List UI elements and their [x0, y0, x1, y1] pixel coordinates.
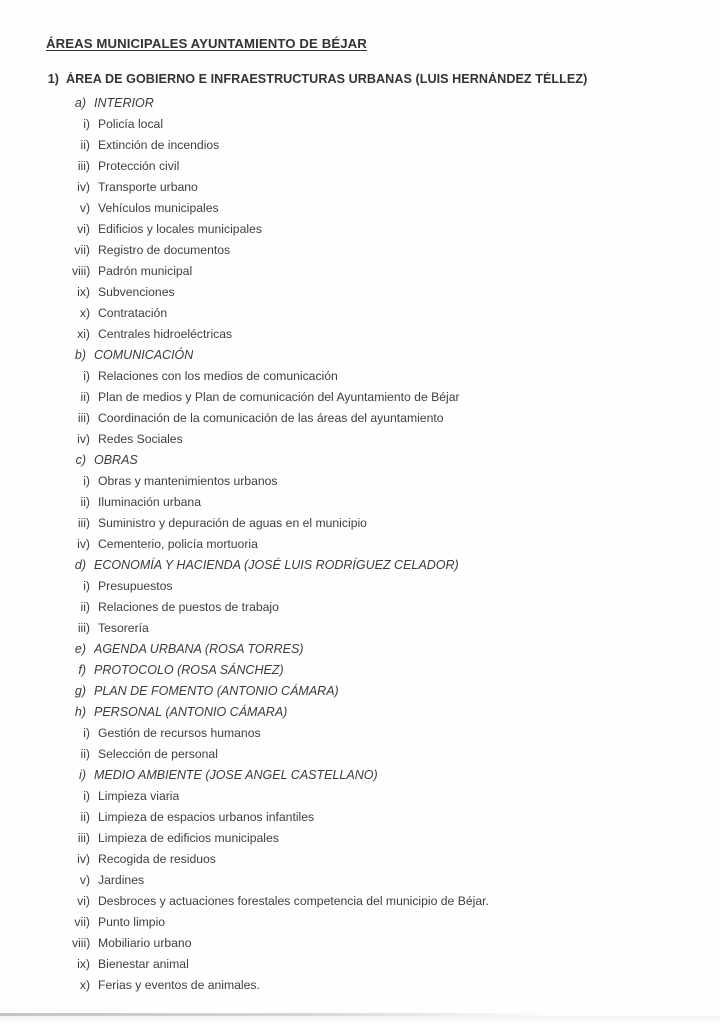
list-item-marker: xi): [77, 327, 90, 341]
list-item: [72, 954, 684, 975]
list-item-marker: iii): [77, 516, 90, 530]
list-item-marker: vii): [74, 915, 90, 929]
list-item-label: Jardines: [98, 873, 145, 887]
list-item-label: Limpieza de espacios urbanos infantiles: [98, 810, 315, 824]
subsection-label: AGENDA URBANA (ROSA TORRES): [94, 642, 304, 656]
subsection-marker: b): [74, 348, 86, 362]
list-item: [72, 513, 684, 534]
list-item-marker: iii): [77, 831, 90, 845]
subsection-label: OBRAS: [94, 453, 138, 467]
list-item: [72, 870, 684, 891]
subsection-heading: [72, 639, 684, 660]
list-item: [72, 744, 684, 765]
list-item: [72, 492, 684, 513]
list-item-marker: vi): [77, 894, 90, 908]
list-item-marker: iv): [77, 537, 90, 551]
list-item-label: Ferias y eventos de animales.: [98, 978, 260, 992]
list-item-marker: iii): [77, 621, 90, 635]
subsection-label: INTERIOR: [94, 96, 154, 110]
list-item-label: Cementerio, policía mortuoria: [98, 537, 258, 551]
list-item: [72, 534, 684, 555]
list-item-marker: ii): [80, 390, 90, 404]
list-item: [72, 282, 684, 303]
list-item-label: Transporte urbano: [98, 180, 198, 194]
list-item-label: Obras y mantenimientos urbanos: [98, 474, 278, 488]
subsection-marker: a): [74, 96, 86, 110]
list-item: [72, 387, 684, 408]
scan-edge-artifact-soft: [0, 1016, 720, 1024]
list-item: [72, 429, 684, 450]
list-item: [72, 975, 684, 996]
list-item-marker: viii): [72, 936, 91, 950]
list-item-marker: iv): [77, 432, 90, 446]
list-item-label: Iluminación urbana: [98, 495, 201, 509]
list-item: [72, 198, 684, 219]
subsection-heading: [72, 450, 684, 471]
list-item: [72, 240, 684, 261]
subsection-marker: e): [74, 642, 86, 656]
list-item-marker: ix): [77, 285, 90, 299]
list-item: [72, 156, 684, 177]
subsection-label: MEDIO AMBIENTE (JOSE ANGEL CASTELLANO): [94, 768, 378, 782]
list-item: [72, 219, 684, 240]
list-item-label: Centrales hidroeléctricas: [98, 327, 233, 341]
list-item: [72, 114, 684, 135]
list-item-label: Coordinación de la comunicación de las áreas del ayuntamiento: [98, 411, 444, 425]
list-item: [72, 324, 684, 345]
list-item-label: Padrón municipal: [98, 264, 193, 278]
list-item-label: Protección civil: [98, 159, 180, 173]
list-item-label: Limpieza viaria: [98, 789, 180, 803]
list-item-label: Selección de personal: [98, 747, 218, 761]
list-item-marker: x): [79, 978, 90, 992]
list-item-label: Redes Sociales: [98, 432, 183, 446]
list-item-label: Extinción de incendios: [98, 138, 220, 152]
list-item-label: Gestión de recursos humanos: [98, 726, 261, 740]
list-item: [72, 135, 684, 156]
subsection-label: PERSONAL (ANTONIO CÁMARA): [94, 705, 288, 719]
list-item-marker: i): [83, 726, 90, 740]
list-item-label: Limpieza de edificios municipales: [98, 831, 279, 845]
list-item-marker: ii): [80, 810, 90, 824]
list-item-marker: iv): [77, 852, 90, 866]
list-item-label: Relaciones de puestos de trabajo: [98, 600, 279, 614]
list-item: [72, 303, 684, 324]
list-item-label: Desbroces y actuaciones forestales competencia del municipio de Béjar.: [98, 894, 489, 908]
subsection-marker: c): [75, 453, 86, 467]
list-item-label: Vehículos municipales: [98, 201, 219, 215]
subsection-marker: f): [78, 663, 86, 677]
list-item-marker: vii): [74, 243, 90, 257]
list-item-marker: ii): [80, 747, 90, 761]
list-item-label: Subvenciones: [98, 285, 175, 299]
list-item-marker: i): [83, 474, 90, 488]
list-item: [72, 849, 684, 870]
list-item-marker: x): [79, 306, 90, 320]
list-item-label: Recogida de residuos: [98, 852, 216, 866]
list-item-marker: ix): [77, 957, 90, 971]
subsection-heading: [72, 345, 684, 366]
list-item-label: Mobiliario urbano: [98, 936, 192, 950]
list-item-marker: ii): [80, 495, 90, 509]
list-item: [72, 177, 684, 198]
subsection-label: COMUNICACIÓN: [94, 348, 194, 362]
list-item-label: Registro de documentos: [98, 243, 231, 257]
list-item: [72, 261, 684, 282]
list-item: [72, 597, 684, 618]
subsection-heading: [72, 93, 684, 114]
section-body: [44, 93, 684, 996]
subsection-label: PLAN DE FOMENTO (ANTONIO CÁMARA): [94, 684, 339, 698]
list-item-label: Contratación: [98, 306, 168, 320]
list-item-marker: i): [83, 789, 90, 803]
list-item-marker: i): [83, 579, 90, 593]
list-item: [72, 408, 684, 429]
list-item: [72, 723, 684, 744]
list-item: [72, 891, 684, 912]
list-item-marker: iii): [77, 159, 90, 173]
list-item-label: Policía local: [98, 117, 164, 131]
list-item: [72, 807, 684, 828]
list-item: [72, 366, 684, 387]
list-item-label: Edificios y locales municipales: [98, 222, 262, 236]
list-item-marker: v): [79, 873, 90, 887]
subsection-heading: [72, 555, 684, 576]
subsection-heading: [72, 702, 684, 723]
subsection-heading: [72, 765, 684, 786]
list-item-label: Relaciones con los medios de comunicación: [98, 369, 338, 383]
subsection-marker: d): [74, 558, 86, 572]
list-item-marker: ii): [80, 138, 90, 152]
list-item: [72, 933, 684, 954]
subsection-marker: g): [74, 684, 86, 698]
section-marker: 1): [47, 72, 59, 86]
list-item: [72, 828, 684, 849]
list-item: [72, 618, 684, 639]
list-item-label: Bienestar animal: [98, 957, 189, 971]
list-item-label: Punto limpio: [98, 915, 166, 929]
subsection-marker: i): [79, 768, 86, 782]
section-label: ÁREA DE GOBIERNO E INFRAESTRUCTURAS URBANAS (LUIS HERNÁNDEZ TÉLLEZ): [66, 72, 588, 86]
subsection-label: PROTOCOLO (ROSA SÁNCHEZ): [94, 663, 284, 677]
list-item-marker: iv): [77, 180, 90, 194]
page-title: ÁREAS MUNICIPALES AYUNTAMIENTO DE BÉJAR: [46, 36, 367, 51]
section-heading: [44, 72, 587, 86]
list-item: [72, 471, 684, 492]
list-item-label: Presupuestos: [98, 579, 173, 593]
list-item-marker: ii): [80, 600, 90, 614]
subsection-heading: [72, 660, 684, 681]
subsection-marker: h): [74, 705, 86, 719]
subsection-heading: [72, 681, 684, 702]
list-item-label: Suministro y depuración de aguas en el municipio: [98, 516, 367, 530]
subsection-label: ECONOMÍA Y HACIENDA (JOSÉ LUIS RODRÍGUEZ CELADOR): [94, 558, 459, 572]
list-item-marker: v): [79, 201, 90, 215]
list-item-marker: i): [83, 369, 90, 383]
list-item-marker: iii): [77, 411, 90, 425]
list-item-marker: vi): [77, 222, 90, 236]
list-item-marker: i): [83, 117, 90, 131]
list-item-marker: viii): [72, 264, 91, 278]
list-item-label: Plan de medios y Plan de comunicación del Ayuntamiento de Béjar: [98, 390, 460, 404]
list-item: [72, 912, 684, 933]
list-item: [72, 786, 684, 807]
list-item: [72, 576, 684, 597]
list-item-label: Tesorería: [98, 621, 149, 635]
